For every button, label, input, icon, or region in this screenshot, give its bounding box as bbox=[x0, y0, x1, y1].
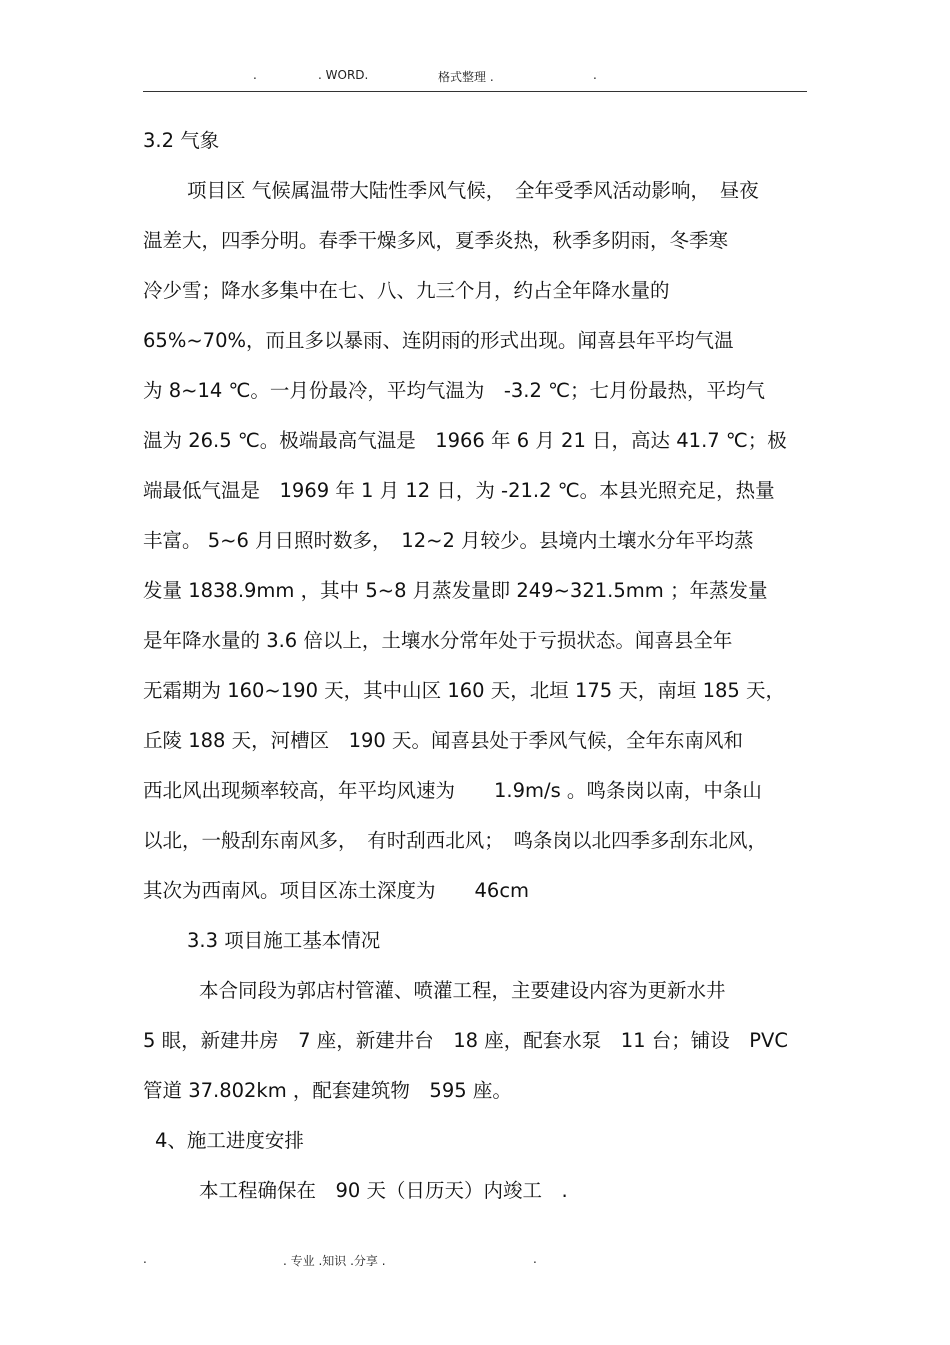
footer-dot-left: . bbox=[143, 1252, 147, 1266]
paragraph-line: 温为 26.5 ℃。极端最高气温是 1966 年 6 月 21 日，高达 41.7 ℃；极 bbox=[143, 429, 787, 452]
paragraph-line: 丘陵 188 天，河槽区 190 天。闻喜县处于季风气候，全年东南风和 bbox=[143, 729, 744, 752]
paragraph-line: 项目区 气候属温带大陆性季风气候， 全年受季风活动影响， 昼夜 bbox=[187, 179, 759, 202]
paragraph-line: 65%~70%，而且多以暴雨、连阴雨的形式出现。闻喜县年平均气温 bbox=[143, 329, 734, 352]
paragraph-line: 是年降水量的 3.6 倍以上，土壤水分常年处于亏损状态。闻喜县全年 bbox=[143, 629, 733, 652]
paragraph-line: 为 8~14 ℃。一月份最冷，平均气温为 -3.2 ℃；七月份最热，平均气 bbox=[143, 379, 766, 402]
paragraph-line: 丰富。 5~6 月日照时数多， 12~2 月较少。县境内土壤水分年平均蒸 bbox=[143, 529, 754, 552]
paragraph-line: 本合同段为郭店村管灌、喷灌工程，主要建设内容为更新水井 bbox=[199, 979, 726, 1002]
section-heading-4: 4、施工进度安排 bbox=[155, 1129, 304, 1152]
header-dot-right: . bbox=[593, 68, 597, 82]
footer-center-label: . 专业 .知识 .分享 . bbox=[283, 1254, 386, 1268]
paragraph-line: 5 眼，新建井房 7 座，新建井台 18 座，配套水泵 11 台；铺设 PVC bbox=[143, 1029, 788, 1052]
paragraph-line: 无霜期为 160~190 天，其中山区 160 天，北垣 175 天，南垣 185 天， bbox=[143, 679, 786, 702]
paragraph-line: 冷少雪；降水多集中在七、八、九三个月，约占全年降水量的 bbox=[143, 279, 670, 302]
header-format-label: 格式整理 . bbox=[438, 70, 494, 84]
paragraph-line: 本工程确保在 90 天（日历天）内竣工 . bbox=[199, 1179, 568, 1202]
paragraph-line: 端最低气温是 1969 年 1 月 12 日，为 -21.2 ℃。本县光照充足，热量 bbox=[143, 479, 775, 502]
header-rule bbox=[143, 91, 807, 92]
paragraph-line: 发量 1838.9mm ，其中 5~8 月蒸发量即 249~321.5mm ；年蒸发量 bbox=[143, 579, 768, 602]
header-dot-left: . bbox=[253, 68, 257, 82]
section-heading-3-3: 3.3 项目施工基本情况 bbox=[187, 929, 381, 952]
paragraph-line: 以北，一般刮东南风多， 有时刮西北风； 鸣条岗以北四季多刮东北风， bbox=[143, 829, 768, 852]
header-word-label: . WORD. bbox=[318, 68, 369, 82]
paragraph-line: 管道 37.802km ，配套建筑物 595 座。 bbox=[143, 1079, 512, 1102]
footer-dot-right: . bbox=[533, 1252, 537, 1266]
section-heading-3-2: 3.2 气象 bbox=[143, 129, 220, 152]
paragraph-line: 其次为西南风。项目区冻土深度为 46cm bbox=[143, 879, 530, 902]
paragraph-line: 温差大，四季分明。春季干燥多风，夏季炎热，秋季多阴雨，冬季寒 bbox=[143, 229, 729, 252]
paragraph-line: 西北风出现频率较高，年平均风速为 1.9m/s 。鸣条岗以南，中条山 bbox=[143, 779, 762, 802]
